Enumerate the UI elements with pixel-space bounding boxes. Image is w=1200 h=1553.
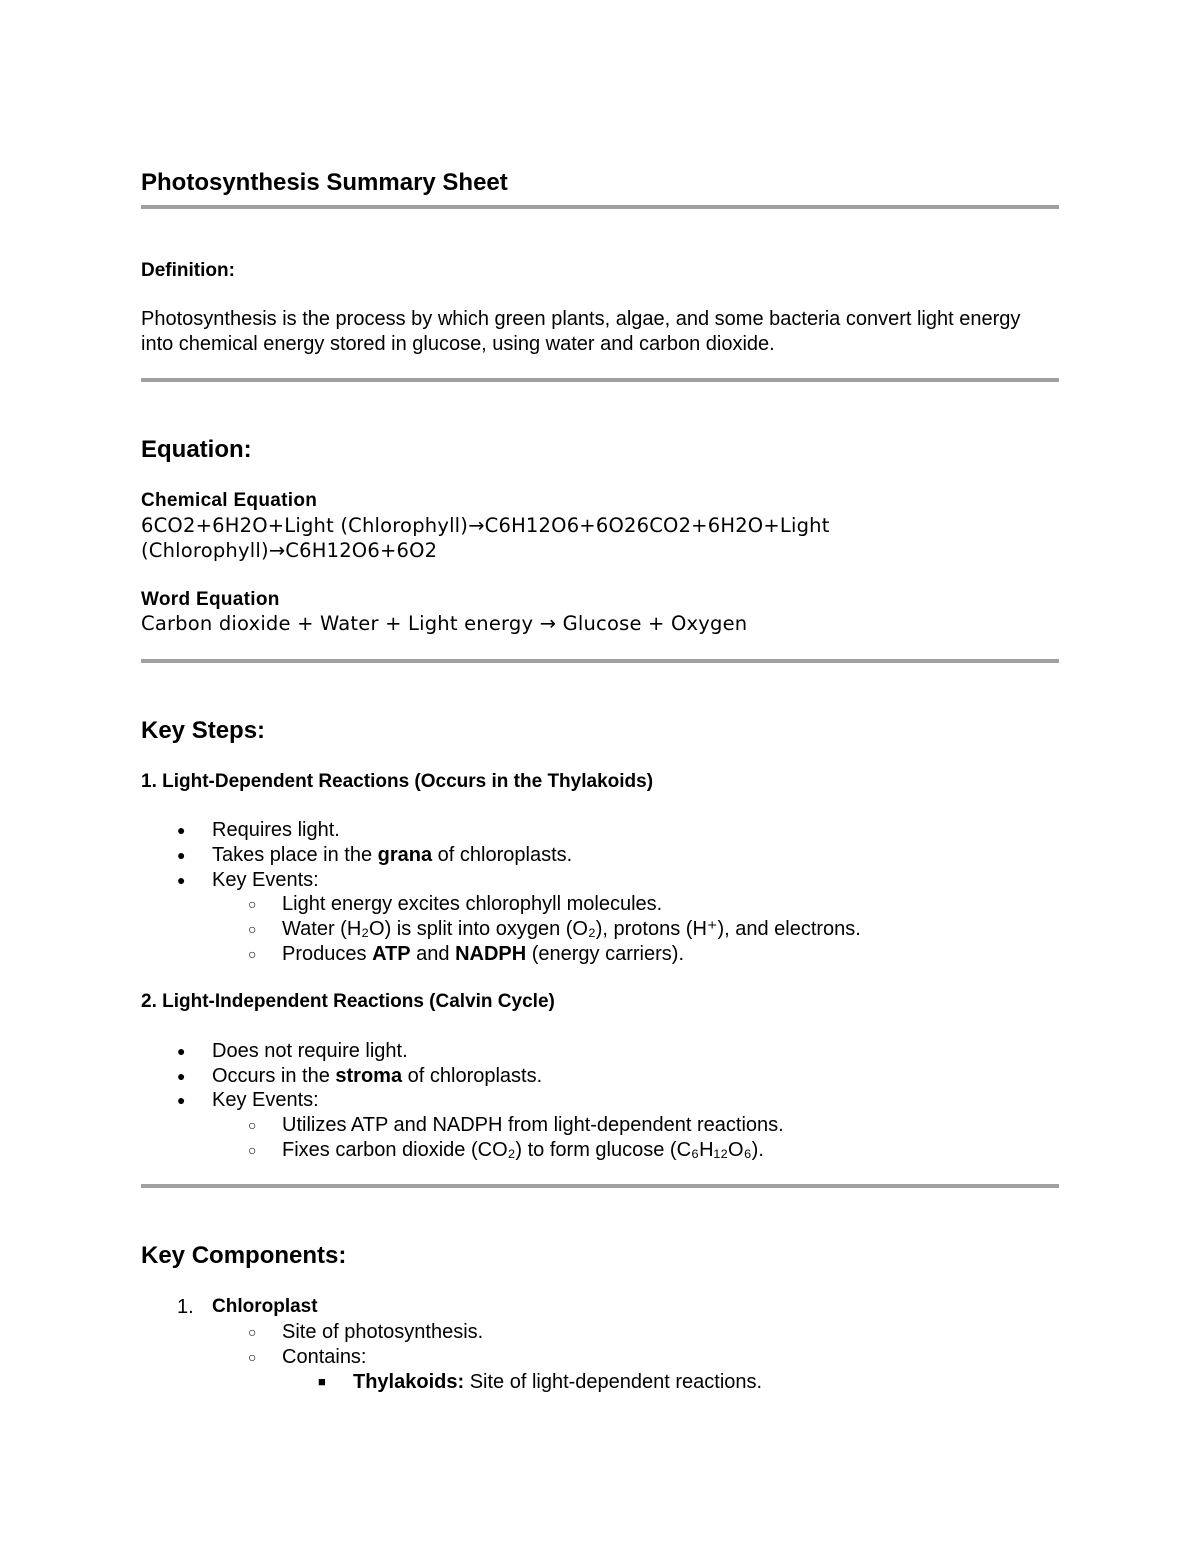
list-item: Fixes carbon dioxide (CO₂) to form glucose (C₆H₁₂O₆). [282, 1139, 764, 1161]
list-item: Takes place in the grana of chloroplasts. [212, 844, 573, 866]
divider [141, 659, 1059, 663]
list-item: Utilizes ATP and NADPH from light-dependent reactions. [282, 1114, 784, 1136]
circle-bullet-icon: ○ [248, 1324, 257, 1340]
list-number: 1. [177, 1296, 194, 1318]
chemical-equation-text: 6CO2+6H2O+Light (Chlorophyll)→C6H12O6+6O26CO2+6H2O+Light (Chlorophyll)→C6H12O6+6O2 [141, 514, 830, 562]
circle-bullet-icon: ○ [248, 896, 257, 912]
bullet-icon: ● [177, 872, 186, 888]
list-item: Occurs in the stroma of chloroplasts. [212, 1065, 543, 1087]
circle-bullet-icon: ○ [248, 1142, 257, 1158]
equation-heading: Equation: [141, 436, 252, 463]
page-title: Photosynthesis Summary Sheet [141, 169, 508, 196]
list-item: Key Events: [212, 869, 319, 891]
bullet-icon: ● [177, 1068, 186, 1084]
key-steps-heading: Key Steps: [141, 717, 266, 744]
divider [141, 205, 1059, 209]
circle-bullet-icon: ○ [248, 1117, 257, 1133]
list-item: Site of photosynthesis. [282, 1321, 484, 1343]
step1-title: 1. Light-Dependent Reactions (Occurs in the Thylakoids) [141, 771, 654, 792]
word-equation-text: Carbon dioxide + Water + Light energy → Glucose + Oxygen [141, 612, 748, 635]
component-name: Chloroplast [212, 1296, 318, 1317]
divider [141, 378, 1059, 382]
word-equation-label: Word Equation [141, 589, 280, 610]
list-item: Produces ATP and NADPH (energy carriers). [282, 943, 684, 965]
circle-bullet-icon: ○ [248, 946, 257, 962]
list-item: Does not require light. [212, 1040, 408, 1062]
list-item: Key Events: [212, 1089, 319, 1111]
key-components-heading: Key Components: [141, 1242, 347, 1269]
circle-bullet-icon: ○ [248, 1349, 257, 1365]
bullet-icon: ● [177, 1043, 186, 1059]
circle-bullet-icon: ○ [248, 921, 257, 937]
list-item: Light energy excites chlorophyll molecules. [282, 893, 663, 915]
definition-label: Definition: [141, 260, 235, 281]
bullet-icon: ● [177, 1092, 186, 1108]
divider [141, 1184, 1059, 1188]
bullet-icon: ● [177, 847, 186, 863]
list-item: Requires light. [212, 819, 340, 841]
list-item: Water (H₂O) is split into oxygen (O₂), protons (H⁺), and electrons. [282, 918, 861, 940]
square-bullet-icon: ■ [318, 1374, 326, 1389]
list-item: Contains: [282, 1346, 367, 1368]
list-item: Thylakoids: Site of light-dependent reactions. [353, 1371, 763, 1393]
definition-text: Photosynthesis is the process by which green plants, algae, and some bacteria convert light energy into chemical energy stored in glucose, using water and carbon dioxide. [141, 308, 1021, 355]
step2-title: 2. Light-Independent Reactions (Calvin Cycle) [141, 991, 555, 1012]
chemical-equation-label: Chemical Equation [141, 490, 318, 511]
bullet-icon: ● [177, 822, 186, 838]
